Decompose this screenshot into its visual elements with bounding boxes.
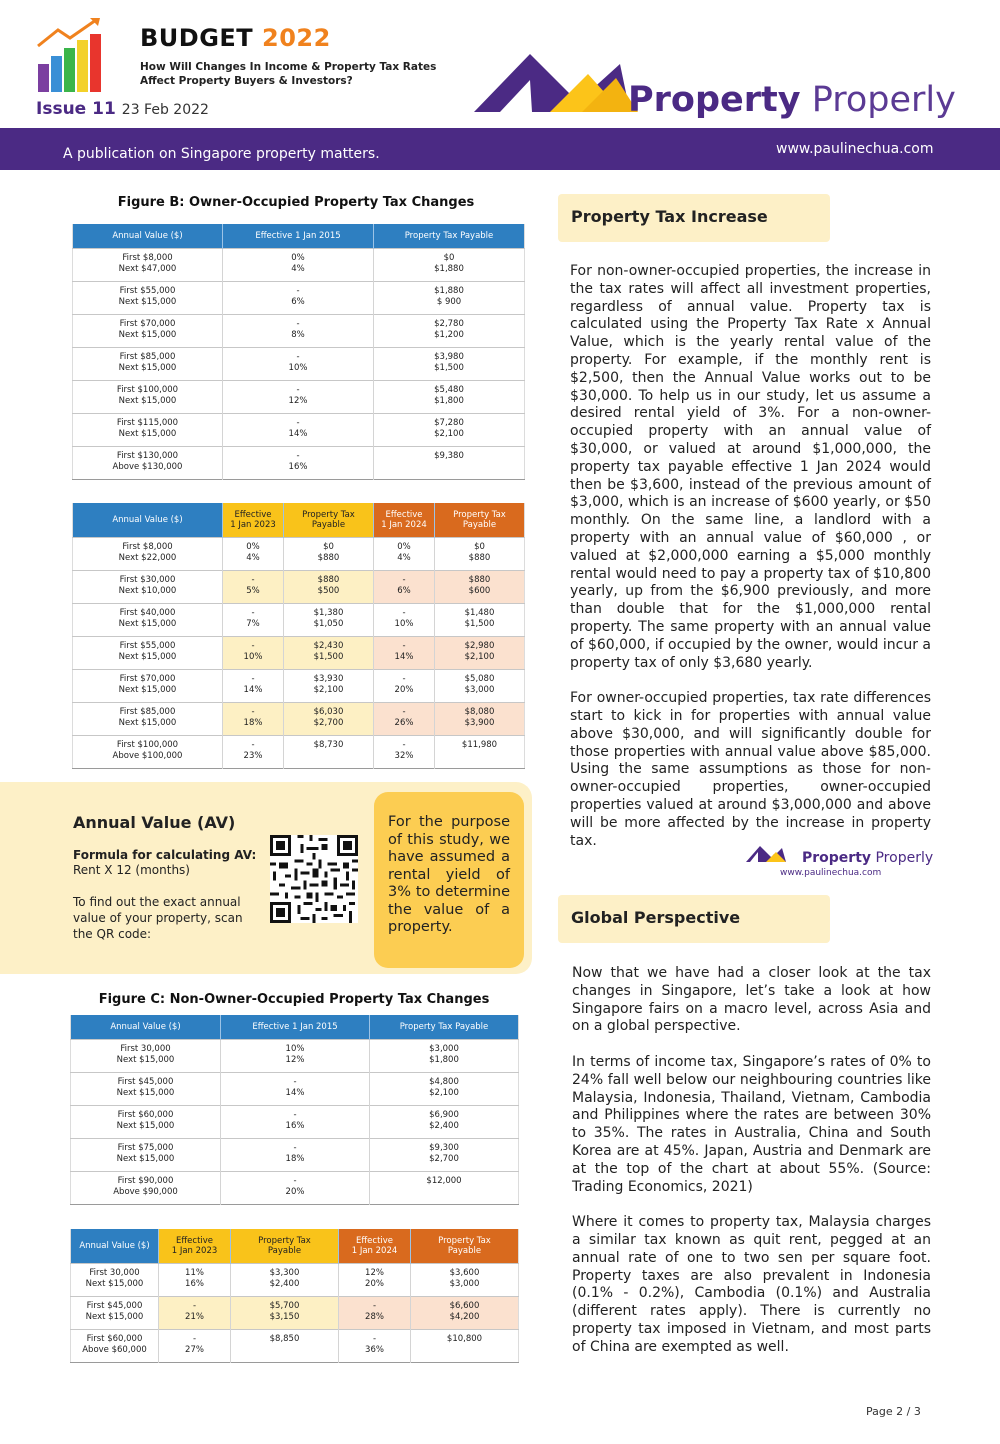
table-header: Effective 1 Jan 2023 bbox=[159, 1229, 231, 1263]
table-cell: - 32% bbox=[374, 735, 435, 768]
table-cell: $8,730 bbox=[284, 735, 374, 768]
table-cell: First $30,000 Next $10,000 bbox=[73, 570, 223, 603]
table-cell: - 10% bbox=[374, 603, 435, 636]
table-header: Effective 1 Jan 2023 bbox=[223, 503, 284, 537]
table-cell: First $40,000 Next $15,000 bbox=[73, 603, 223, 636]
table-cell: - 18% bbox=[221, 1138, 370, 1171]
table-cell: First $55,000 Next $15,000 bbox=[73, 636, 223, 669]
table-cell: $0 $880 bbox=[435, 537, 525, 570]
table-cell: 0% 4% bbox=[223, 537, 284, 570]
table-header: Annual Value ($) bbox=[73, 224, 223, 248]
table-cell: - 21% bbox=[159, 1296, 231, 1329]
table-row bbox=[71, 1039, 519, 1072]
table-header: Property Tax Payable bbox=[284, 503, 374, 537]
table-cell: $2,980 $2,100 bbox=[435, 636, 525, 669]
table-row bbox=[73, 603, 525, 636]
table-row bbox=[71, 1072, 519, 1105]
table-cell: - 14% bbox=[223, 413, 374, 446]
small-brand-url[interactable]: www.paulinechua.com bbox=[780, 868, 882, 878]
table-cell: $3,300 $2,400 bbox=[231, 1263, 339, 1296]
table-header: Effective 1 Jan 2024 bbox=[374, 503, 435, 537]
property-tax-increase-heading: Property Tax Increase bbox=[558, 194, 830, 242]
table-cell: $8,850 bbox=[231, 1329, 339, 1362]
table-cell: First $75,000 Next $15,000 bbox=[71, 1138, 221, 1171]
table-header: Effective 1 Jan 2024 bbox=[339, 1229, 411, 1263]
table-row bbox=[73, 735, 525, 768]
table-cell: First $60,000 Next $15,000 bbox=[71, 1105, 221, 1138]
table-row bbox=[71, 1105, 519, 1138]
table-row bbox=[73, 446, 525, 479]
table-cell: $8,080 $3,900 bbox=[435, 702, 525, 735]
table-cell: $5,700 $3,150 bbox=[231, 1296, 339, 1329]
budget-title: BUDGET 2022 bbox=[140, 24, 331, 52]
table-cell: - 6% bbox=[223, 281, 374, 314]
table-cell: $3,980 $1,500 bbox=[374, 347, 525, 380]
table-row bbox=[73, 413, 525, 446]
formula-text: Rent X 12 (months) bbox=[73, 863, 190, 877]
table-row bbox=[73, 636, 525, 669]
table-cell: First $130,000 Above $130,000 bbox=[73, 446, 223, 479]
table-cell: - 10% bbox=[223, 347, 374, 380]
table-cell: First $8,000 Next $47,000 bbox=[73, 248, 223, 281]
table-cell: $3,000 $1,800 bbox=[370, 1039, 519, 1072]
table-cell: - 20% bbox=[221, 1171, 370, 1204]
table-cell: $9,300 $2,700 bbox=[370, 1138, 519, 1171]
table-row bbox=[73, 702, 525, 735]
table-cell: $6,030 $2,700 bbox=[284, 702, 374, 735]
table-cell: $3,930 $2,100 bbox=[284, 669, 374, 702]
figure-c-title: Figure C: Non-Owner-Occupied Property Tax Changes bbox=[98, 992, 490, 1007]
table-cell: $6,600 $4,200 bbox=[411, 1296, 519, 1329]
table-cell: - 14% bbox=[223, 669, 284, 702]
table-row bbox=[71, 1138, 519, 1171]
table-row bbox=[73, 669, 525, 702]
table-cell: - 36% bbox=[339, 1329, 411, 1362]
annual-value-title: Annual Value (AV) bbox=[73, 813, 236, 832]
table-cell: First $85,000 Next $15,000 bbox=[73, 347, 223, 380]
table-cell: $0 $1,880 bbox=[374, 248, 525, 281]
website-link[interactable]: www.paulinechua.com bbox=[776, 141, 934, 157]
table-cell: First $8,000 Next $22,000 bbox=[73, 537, 223, 570]
table-cell: - 28% bbox=[339, 1296, 411, 1329]
figure-c-table-2015 bbox=[70, 1015, 519, 1205]
table-cell: - 23% bbox=[223, 735, 284, 768]
table-cell: First $45,000 Next $15,000 bbox=[71, 1072, 221, 1105]
budget-chart-logo bbox=[36, 16, 116, 92]
table-row bbox=[71, 1263, 519, 1296]
table-row bbox=[71, 1171, 519, 1204]
global-perspective-body bbox=[572, 965, 931, 1374]
table-cell: 12% 20% bbox=[339, 1263, 411, 1296]
table-cell: $1,480 $1,500 bbox=[435, 603, 525, 636]
tagline: A publication on Singapore property matters. bbox=[63, 146, 380, 162]
property-tax-increase-body bbox=[570, 263, 934, 868]
brand-name: Property Properly bbox=[628, 80, 956, 120]
table-row bbox=[73, 380, 525, 413]
table-cell: First $70,000 Next $15,000 bbox=[73, 314, 223, 347]
table-row bbox=[73, 537, 525, 570]
paragraph: For non-owner-occupied properties, the increase in the tax rates will affect all investment properties, regardless of annual value. Property tax is calculated using the Property Tax Rate x Annual Value, which is the yearly rental value of the property. For example, if the monthly rent is $2,500, then the Annual Value works out to be $30,000. To help us in our study, let us assume a desired rental yield of 3%. For a non-owner-occupied property with an annual value of $30,000, or valued at around $1,000,000, the property tax payable effective 1 Jan 2024 would then be $3,600, instead of the previous amount of $3,000, which is an increase of $600 yearly, or $50 monthly. On the same line, a landlord with a property with an annual value of $60,000 , or valued at $2,000,000 earning a $5,000 monthly rental would need to pay a property tax of $10,800 yearly, up from the $6,900 previously, and more than double that for the $1,000,000 rental property. The same property with an annual value of $60,000, if occupied by the owner, would incur a property tax of only $3,680 yearly. bbox=[570, 263, 932, 671]
table-cell: - 20% bbox=[374, 669, 435, 702]
table-row bbox=[73, 314, 525, 347]
table-cell: First $115,000 Next $15,000 bbox=[73, 413, 223, 446]
table-row bbox=[73, 248, 525, 281]
table-header: Property Tax Payable bbox=[231, 1229, 339, 1263]
table-cell: - 16% bbox=[223, 446, 374, 479]
table-cell: $4,800 $2,100 bbox=[370, 1072, 519, 1105]
table-header: Property Tax Payable bbox=[374, 224, 525, 248]
table-cell: $880 $600 bbox=[435, 570, 525, 603]
table-row bbox=[73, 281, 525, 314]
paragraph: Now that we have had a closer look at the tax changes in Singapore, let’s take a look at how Singapore fairs on a macro level, across Asia and on a global perspective. bbox=[572, 965, 931, 1035]
rental-yield-note: For the purpose of this study, we have assumed a rental yield of 3% to determine the value of a property. bbox=[374, 792, 524, 968]
issue-number: Issue 11 bbox=[36, 99, 116, 119]
table-cell: - 14% bbox=[221, 1072, 370, 1105]
table-row bbox=[71, 1296, 519, 1329]
table-cell: - 26% bbox=[374, 702, 435, 735]
page-number: Page 2 / 3 bbox=[866, 1405, 921, 1418]
paragraph: In terms of income tax, Singapore’s rates of 0% to 24% fall well below our neighbouring countries like Malaysia, Indonesia, Thailand, Vietnam, Cambodia and Philippines where the rates are between 30% to 35%. The rates in Australia, China and South Korea are at 45%. Japan, Austria and Denmark are at the top of the chart at about 55%. (Source: Trading Economics, 2021) bbox=[572, 1053, 931, 1195]
figure-b-table-2015 bbox=[72, 224, 525, 480]
table-cell: 0% 4% bbox=[374, 537, 435, 570]
table-cell: - 18% bbox=[223, 702, 284, 735]
table-cell: 10% 12% bbox=[221, 1039, 370, 1072]
table-cell: First $45,000 Next $15,000 bbox=[71, 1296, 159, 1329]
table-cell: - 12% bbox=[223, 380, 374, 413]
table-cell: First $70,000 Next $15,000 bbox=[73, 669, 223, 702]
table-cell: - 16% bbox=[221, 1105, 370, 1138]
table-row bbox=[73, 570, 525, 603]
table-cell: $12,000 bbox=[370, 1171, 519, 1204]
table-cell: - 14% bbox=[374, 636, 435, 669]
table-cell: First $100,000 Next $15,000 bbox=[73, 380, 223, 413]
table-row bbox=[71, 1329, 519, 1362]
budget-subtitle: How Will Changes In Income & Property Tax Rates Affect Property Buyers & Investors? bbox=[140, 61, 437, 87]
table-cell: $9,380 bbox=[374, 446, 525, 479]
table-header: Effective 1 Jan 2015 bbox=[223, 224, 374, 248]
issue-date: 23 Feb 2022 bbox=[121, 102, 209, 118]
table-cell: $2,780 $1,200 bbox=[374, 314, 525, 347]
table-cell: First $90,000 Above $90,000 bbox=[71, 1171, 221, 1204]
qr-instructions: To find out the exact annual value of your property, scan the QR code: bbox=[73, 895, 243, 941]
global-perspective-heading: Global Perspective bbox=[558, 895, 830, 943]
table-cell: - 8% bbox=[223, 314, 374, 347]
table-cell: First 30,000 Next $15,000 bbox=[71, 1263, 159, 1296]
table-cell: First 30,000 Next $15,000 bbox=[71, 1039, 221, 1072]
table-cell: $5,480 $1,800 bbox=[374, 380, 525, 413]
paragraph: For owner-occupied properties, tax rate differences start to kick in for properties with annual value above $30,000, and will significantly double for those properties with annual value above $85,000. Using the same assumptions as those for non-owner-occupied properties, owner-occupied properties valued at around $3,000,000 and above will be more affected by the increase in property tax. bbox=[570, 690, 931, 849]
figure-b-table-2023-2024 bbox=[72, 503, 525, 769]
figure-b-title: Figure B: Owner-Occupied Property Tax Changes bbox=[117, 195, 475, 210]
table-cell: First $100,000 Above $100,000 bbox=[73, 735, 223, 768]
page-header bbox=[0, 0, 1000, 128]
table-header: Annual Value ($) bbox=[71, 1229, 159, 1263]
table-header: Property Tax Payable bbox=[411, 1229, 519, 1263]
figure-c-table-2023-2024 bbox=[70, 1229, 519, 1363]
table-cell: $11,980 bbox=[435, 735, 525, 768]
table-header: Effective 1 Jan 2015 bbox=[221, 1015, 370, 1039]
table-cell: $3,600 $3,000 bbox=[411, 1263, 519, 1296]
table-cell: $5,080 $3,000 bbox=[435, 669, 525, 702]
table-cell: - 5% bbox=[223, 570, 284, 603]
table-cell: $1,380 $1,050 bbox=[284, 603, 374, 636]
formula-label: Formula for calculating AV: bbox=[73, 848, 257, 862]
issue-info bbox=[36, 99, 209, 119]
table-cell: $880 $500 bbox=[284, 570, 374, 603]
table-cell: 0% 4% bbox=[223, 248, 374, 281]
small-brand-name: Property Properly bbox=[802, 850, 934, 866]
table-cell: First $55,000 Next $15,000 bbox=[73, 281, 223, 314]
table-cell: $6,900 $2,400 bbox=[370, 1105, 519, 1138]
table-header: Property Tax Payable bbox=[435, 503, 525, 537]
table-cell: $2,430 $1,500 bbox=[284, 636, 374, 669]
table-cell: $1,880 $ 900 bbox=[374, 281, 525, 314]
table-row bbox=[73, 347, 525, 380]
table-cell: $10,800 bbox=[411, 1329, 519, 1362]
table-cell: - 10% bbox=[223, 636, 284, 669]
paragraph: Where it comes to property tax, Malaysia charges a similar tax known as quit rent, pegged at an annual rate of one to two sen per square foot. Property taxes are also prevalent in Indonesia (0.1% - 0.2%), Cambodia (0.1%) and Australia (different rates apply). There is currently no property tax imposed in Vietnam, and most parts of China are exempted as well. bbox=[572, 1214, 931, 1355]
table-header: Annual Value ($) bbox=[73, 503, 223, 537]
table-header: Annual Value ($) bbox=[71, 1015, 221, 1039]
table-cell: - 27% bbox=[159, 1329, 231, 1362]
table-cell: - 6% bbox=[374, 570, 435, 603]
table-cell: $7,280 $2,100 bbox=[374, 413, 525, 446]
table-cell: - 7% bbox=[223, 603, 284, 636]
table-cell: First $85,000 Next $15,000 bbox=[73, 702, 223, 735]
table-cell: First $60,000 Above $60,000 bbox=[71, 1329, 159, 1362]
table-header: Property Tax Payable bbox=[370, 1015, 519, 1039]
table-cell: $0 $880 bbox=[284, 537, 374, 570]
table-cell: 11% 16% bbox=[159, 1263, 231, 1296]
qr-code[interactable] bbox=[270, 834, 358, 924]
